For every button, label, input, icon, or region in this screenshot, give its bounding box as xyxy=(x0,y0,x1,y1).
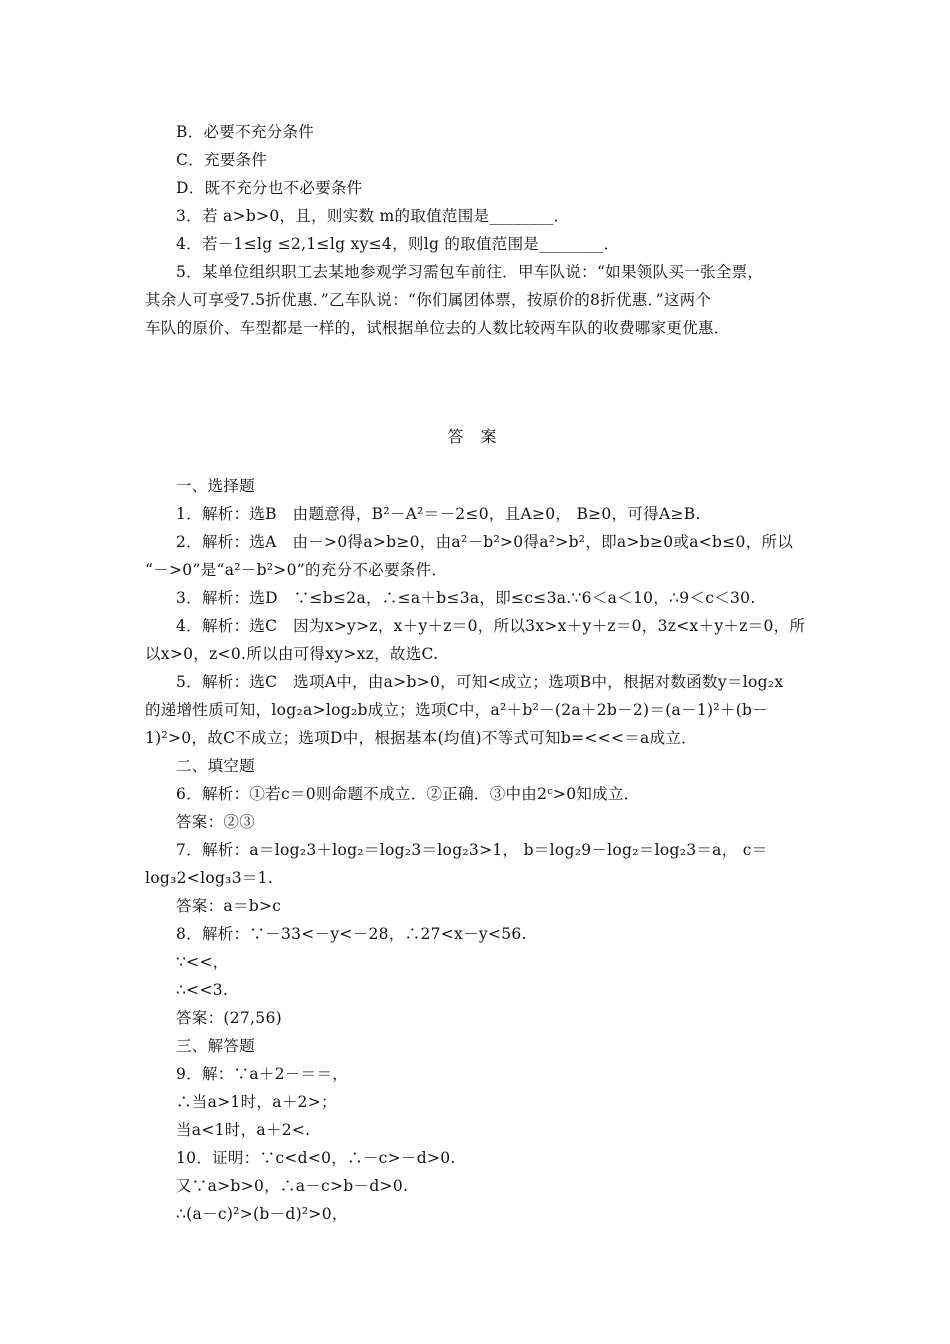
answer-6: 6．解析：①若c＝0则命题不成立．②正确．③中由2ᶜ>0知成立． xyxy=(176,785,640,803)
option-d: D．既不充分也不必要条件 xyxy=(176,179,363,197)
question-5-line-3: 车队的原价、车型都是一样的，试根据单位去的人数比较两车队的收费哪家更优惠． xyxy=(145,319,730,337)
answer-7-line-2: log₃2<log₃3＝1. xyxy=(145,869,274,887)
answer-8-line-2: ∵<<， xyxy=(176,953,229,971)
answer-4-line-2: 以x>0，z<0.所以由可得xy>xz，故选C. xyxy=(145,645,439,663)
question-5-line-2: 其余人可享受7.5折优惠．”乙车队说：“你们属团体票，按原价的8折优惠．”这两个 xyxy=(145,291,712,309)
answer-4-line-1: 4．解析：选C 因为x>y>z，x＋y＋z＝0，所以3x>x＋y＋z＝0，3z<x＋y＋z＝0，所 xyxy=(176,617,806,635)
answer-10-line-1: 10．证明：∵c<d<0，∴－c>－d>0. xyxy=(176,1149,456,1167)
section-heading-choice: 一、选择题 xyxy=(176,477,256,495)
answer-5-line-2: 的递增性质可知，log₂a>log₂b成立；选项C中，a²＋b²－(2a＋2b－2)＝(a－1)²＋(b－ xyxy=(145,701,769,719)
question-5-line-1: 5．某单位组织职工去某地参观学习需包车前往．甲车队说：“如果领队买一张全票， xyxy=(176,263,764,281)
answer-2-line-2: “－>0”是“a²－b²>0”的充分不必要条件． xyxy=(145,561,448,579)
answer-5-line-3: 1)²>0，故C不成立；选项D中，根据基本(均值)不等式可知b=<<<＝a成立． xyxy=(145,729,697,747)
question-3: 3．若 a>b>0，且，则实数 m的取值范围是________． xyxy=(176,207,570,225)
question-4: 4．若－1≤lg ≤2,1≤lg xy≤4，则lg 的取值范围是________． xyxy=(176,235,620,253)
answer-title: 答 案 xyxy=(447,427,503,446)
answer-2-line-1: 2．解析：选A 由－>0得a>b≥0，由a²－b²>0得a²>b²，即a>b≥0或a<b≤0，所以 xyxy=(176,533,794,551)
answer-8-line-3: ∴<<3. xyxy=(176,981,229,999)
answer-10-line-2: 又∵a>b>0，∴a－c>b－d>0. xyxy=(176,1177,409,1195)
answer-8-line-1: 8．解析：∵－33<－y<－28，∴27<x－y<56. xyxy=(176,925,527,943)
answer-8-result: 答案：(27,56) xyxy=(176,1009,282,1027)
answer-7-line-1: 7．解析：a＝log₂3＋log₂＝log₂3＝log₂3>1， b＝log₂9－log₂＝log₂3＝a， c＝ xyxy=(176,841,768,859)
answer-9-line-3: 当a<1时，a＋2<. xyxy=(176,1121,311,1139)
answer-7-result: 答案：a＝b>c xyxy=(176,897,282,915)
section-heading-fill: 二、填空题 xyxy=(176,757,256,775)
answer-1: 1．解析：选B 由题意得，B²－A²＝－2≤0，且A≥0， B≥0，可得A≥B. xyxy=(176,505,701,523)
option-c: C．充要条件 xyxy=(176,151,268,169)
section-heading-solve: 三、解答题 xyxy=(176,1037,256,1055)
answer-9-line-2: ∴当a>1时，a＋2>； xyxy=(176,1093,337,1111)
answer-10-line-3: ∴(a－c)²>(b－d)²>0， xyxy=(176,1205,348,1223)
answer-3: 3．解析：选D ∵≤b≤2a，∴≤a＋b≤3a，即≤c≤3a.∵6＜a＜10，∴9＜c＜30. xyxy=(176,589,756,607)
answer-9-line-1: 9．解：∵a＋2－＝＝， xyxy=(176,1065,349,1083)
option-b: B．必要不充分条件 xyxy=(176,123,315,141)
answer-5-line-1: 5．解析：选C 选项A中，由a>b>0，可知<成立；选项B中，根据对数函数y＝log₂x xyxy=(176,673,784,691)
answer-6-result: 答案：②③ xyxy=(176,813,256,831)
